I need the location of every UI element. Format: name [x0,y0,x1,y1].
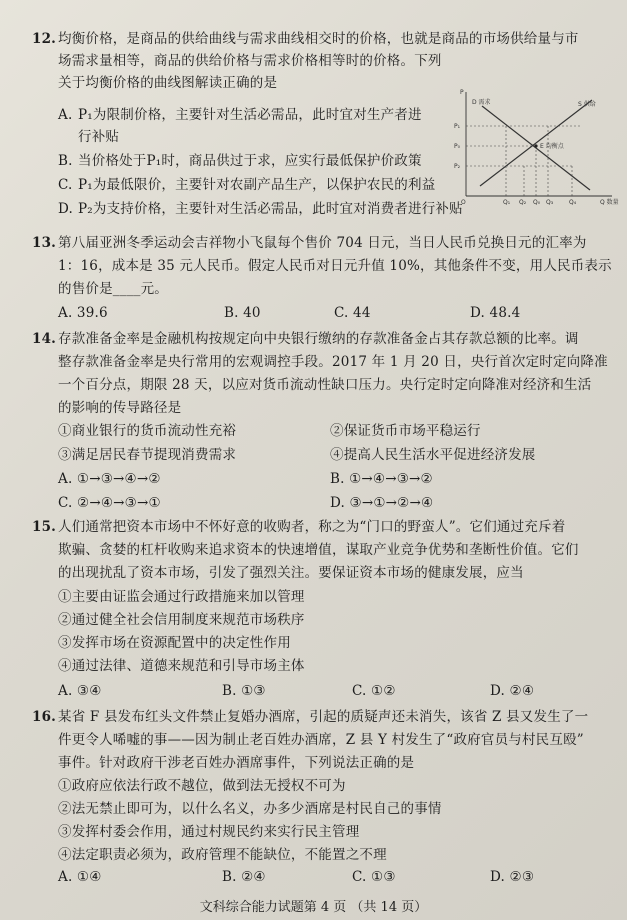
q14-stem-line: 一个百分点，期限 28 天，以应对货币流动性缺口压力。央行定时定向降准对经济和生活 [58,377,592,393]
q15-item-4: ④通过法律、道德来规范和引导市场主体 [58,658,305,674]
q16-number: 16. [32,709,57,725]
y-tick: P₁ [454,123,461,130]
x-axis-label: Q 数量 [600,199,619,206]
q12-option-c-label: C. [58,177,73,193]
q16-item-1: ①政府应依法行政不越位，做到法无授权不可为 [58,778,346,794]
q12-option-a: P₁为限制价格，主要针对生活必需品，此时宜对生产者进 [78,107,422,123]
q12-option-a-label: A. [58,107,73,123]
q13-option-a: A. 39.6 [58,305,108,321]
equilibrium-label: E 均衡点 [540,143,564,150]
q15-stem-line: 人们通常把资本市场中不怀好意的收购者，称之为“门口的野蛮人”。它们通过充斥着 [58,519,566,535]
q16-stem-line: 某省 F 县发布红头文件禁止复婚办酒席，引起的质疑声还未消失，该省 Z 县又发生了一 [58,709,589,725]
q13-option-b: B. 40 [224,305,261,321]
y-tick: P₀ [454,143,461,150]
page-footer: 文科综合能力试题第 4 页 （共 14 页） [199,900,428,915]
q15-option-c: C. ①② [352,683,396,699]
q16-option-b: B. ②④ [222,869,266,885]
q13-number: 13. [32,235,57,251]
q12-stem-line: 均衡价格，是商品的供给曲线与需求曲线相交时的价格，也就是商品的市场供给量与市 [58,31,579,47]
q16-option-c: C. ①③ [352,869,396,885]
q16-item-4: ④法定职责必须为，政府管理不能缺位，不能置之不理 [58,847,387,863]
equilibrium-point [534,144,537,147]
x-tick: Q₀ [533,199,541,206]
q12-option-b-label: B. [58,153,73,169]
q15-item-1: ①主要由证监会通过行政措施来加以管理 [58,589,305,605]
q14-option-a: A. ①→③→④→② [58,471,161,487]
q15-option-d: D. ②④ [490,683,535,699]
q14-stem-line: 存款准备金率是金融机构按规定向中央银行缴纳的存款准备金占其存款总额的比率。调 [58,331,579,347]
x-tick: Q₄ [569,199,577,206]
q12-option-a-cont: 行补贴 [78,129,120,145]
q13-stem-line: 第八届亚洲冬季运动会吉祥物小飞鼠每个售价 704 日元，当日人民币兑换日元的汇率为 [58,235,587,251]
q15-number: 15. [32,519,57,535]
q15-option-a: A. ③④ [58,683,102,699]
q13-option-d: D. 48.4 [470,305,521,321]
q15-option-b: B. ①③ [222,683,266,699]
q12-option-d: P₂为支持价格，主要针对生活必需品，此时宜对消费者进行补贴 [78,201,463,217]
q16-item-3: ③发挥村委会作用，通过村规民约来实行民主管理 [58,824,360,840]
y-axis-label: P [460,89,464,96]
supply-demand-chart [452,86,622,210]
q13-stem-line: 的售价是____元。 [58,281,168,297]
q14-item-1: ①商业银行的货币流动性充裕 [58,423,237,439]
supply-label: S 供给 [578,101,596,108]
q16-option-a: A. ①④ [58,869,102,885]
x-tick: Q₁ [503,199,511,206]
supply-curve [480,100,592,186]
demand-label: D 需求 [472,99,491,106]
q14-stem-line: 的影响的传导路径是 [58,400,182,416]
y-tick: P₂ [454,163,461,170]
q14-item-3: ③满足居民春节提现消费需求 [58,447,237,463]
q12-number: 12. [32,31,57,47]
q14-stem-line: 整存款准备金率是央行常用的宏观调控手段。2017 年 1 月 20 日，央行首次定时定向降准 [58,354,608,370]
q14-option-c: C. ②→④→③→① [58,495,161,511]
q15-stem-line: 欺骗、贪婪的杠杆收购来追求资本的快速增值，谋取产业竞争优势和垄断性价值。它们 [58,542,579,558]
q12-option-d-label: D. [58,201,74,217]
q15-item-3: ③发挥市场在资源配置中的决定性作用 [58,635,291,651]
x-tick: O [461,199,466,206]
q15-item-2: ②通过健全社会信用制度来规范市场秩序 [58,612,305,628]
q14-item-2: ②保证货币市场平稳运行 [330,423,481,439]
q13-stem-line: 1：16，成本是 35 元人民币。假定人民币对日元升值 10%，其他条件不变，用人民币表示 [58,258,612,274]
q16-stem-line: 件更令人唏嘘的事——因为制止老百姓办酒席，Z 县 Y 村发生了“政府官员与村民互殴” [58,732,584,748]
q16-stem-line: 事件。针对政府干涉老百姓办酒席事件，下列说法正确的是 [58,755,415,771]
q12-stem-line: 关于均衡价格的曲线图解读正确的是 [58,75,278,91]
q14-option-b: B. ①→④→③→② [330,471,433,487]
q16-item-2: ②法无禁止即可为，以什么名义，办多少酒席是村民自己的事情 [58,801,442,817]
q14-number: 14. [32,331,57,347]
q16-option-d: D. ②③ [490,869,535,885]
q12-stem-line: 场需求量相等，商品的供给价格与需求价格相等时的价格。下列 [58,53,442,69]
q12-option-c: P₁为最低限价，主要针对农副产品生产，以保护农民的利益 [78,177,436,193]
q13-option-c: C. 44 [334,305,371,321]
x-tick: Q₂ [519,199,527,206]
q12-option-b: 当价格处于P₁时，商品供过于求，应实行最低保护价政策 [78,153,422,169]
x-tick: Q₃ [546,199,554,206]
q15-stem-line: 的出现扰乱了资本市场，引发了强烈关注。要保证资本市场的健康发展，应当 [58,565,524,581]
q14-item-4: ④提高人民生活水平促进经济发展 [330,447,536,463]
q14-option-d: D. ③→①→②→④ [330,495,434,511]
